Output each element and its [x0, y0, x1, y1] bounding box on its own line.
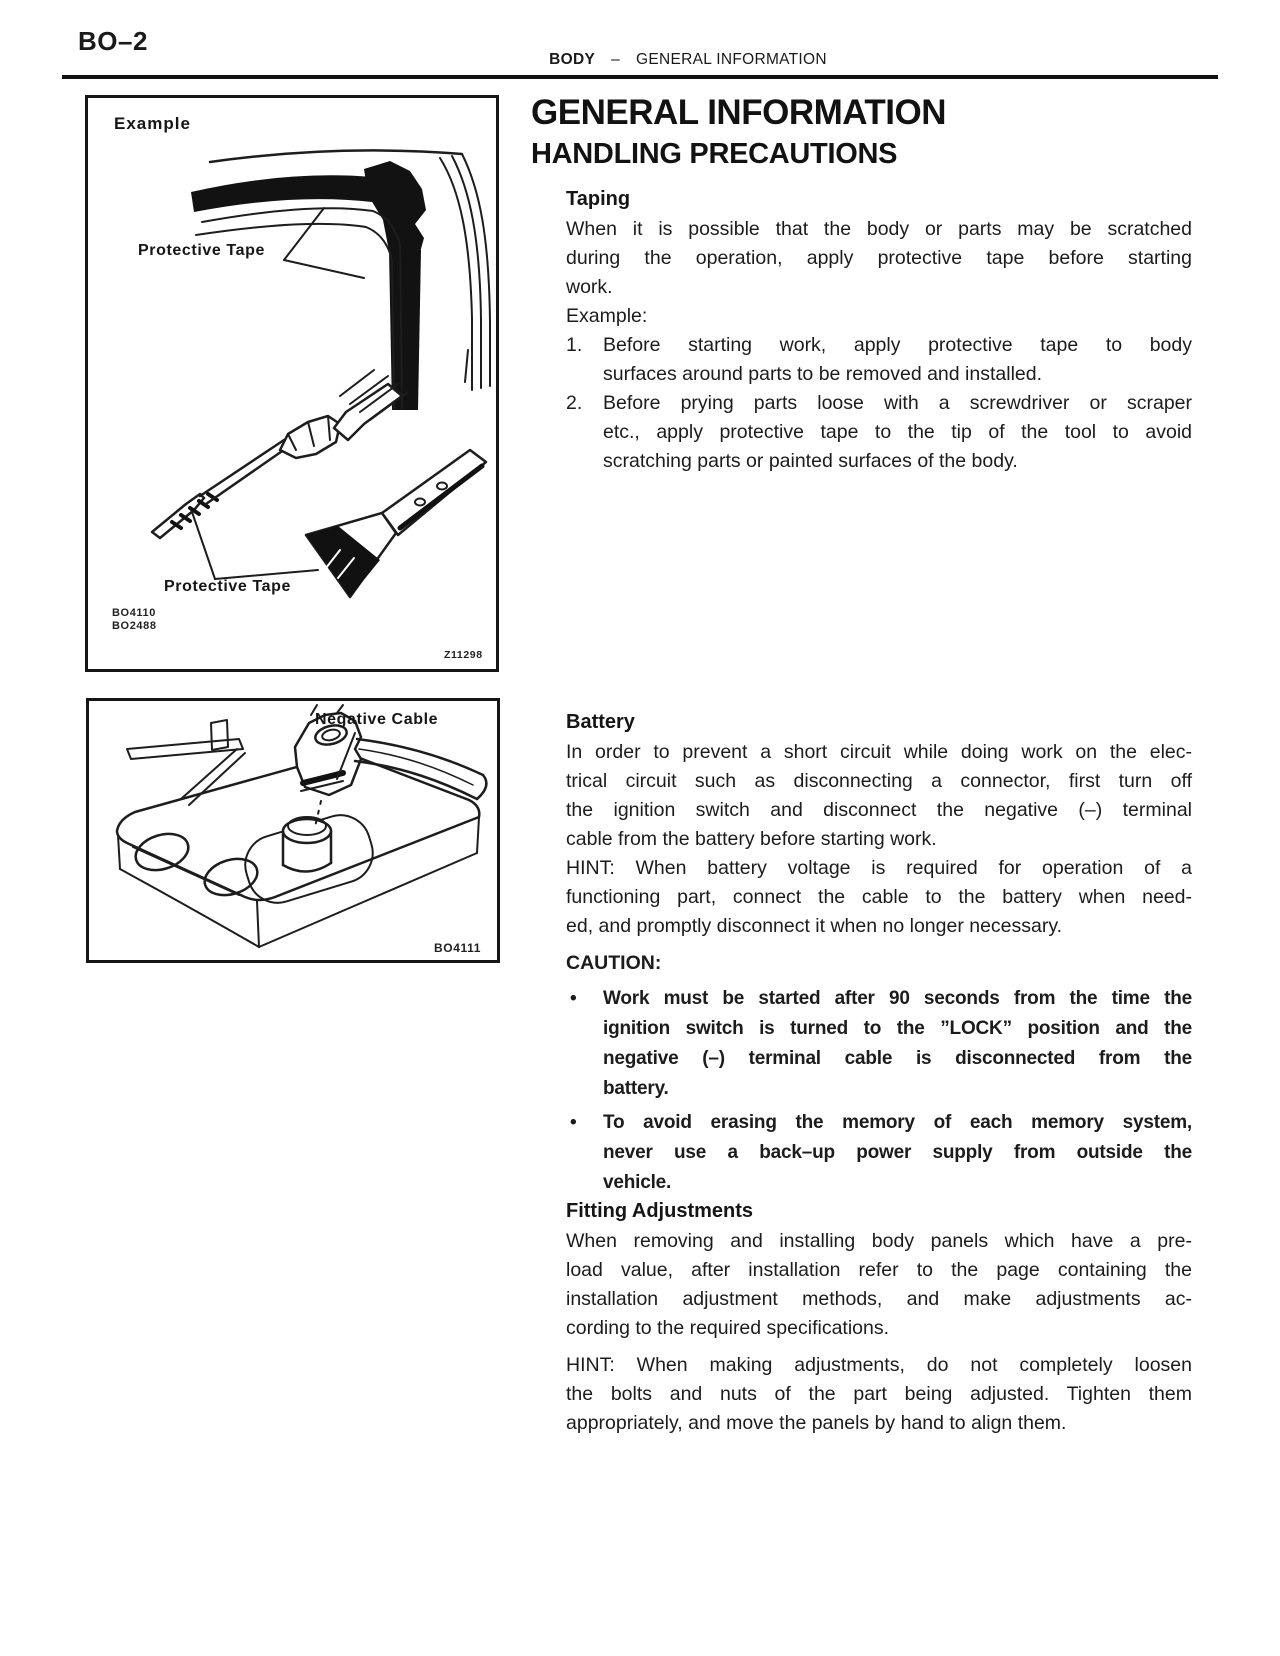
- taping-illustration: [88, 98, 496, 669]
- leader-line: [192, 512, 215, 579]
- figure-battery: [86, 698, 500, 963]
- screwdriver-shaft: [206, 447, 288, 504]
- figure-example-label: Example: [114, 114, 191, 133]
- body-line: battery.: [603, 1078, 669, 1099]
- list-number: 2.: [566, 392, 583, 414]
- body-line: installation adjustment methods, and make adjustments ac-: [566, 1288, 1192, 1310]
- tape-horizontal: [191, 175, 372, 212]
- running-header-section: BODY: [549, 51, 596, 68]
- body-line: HINT: When battery voltage is required for operation of a: [566, 857, 1192, 879]
- body-line: HINT: When making adjustments, do not completely loosen: [566, 1354, 1192, 1376]
- leader-line: [284, 260, 364, 278]
- caution-item: [566, 1108, 1192, 1198]
- body-line: ed, and promptly disconnect it when no longer necessary.: [566, 915, 1063, 937]
- battery-illustration: [89, 701, 497, 960]
- cable: [357, 739, 483, 775]
- body-line: during the operation, apply protective tape before starting: [566, 247, 1192, 269]
- body-line: When it is possible that the body or parts may be scratched: [566, 218, 1192, 240]
- terminal-post-base: [283, 863, 331, 872]
- list-item: [566, 389, 1192, 476]
- running-header-dash: –: [611, 51, 621, 68]
- body-line: trical circuit such as disconnecting a connector, first turn off: [566, 770, 1192, 792]
- body-line: Example:: [566, 305, 648, 327]
- body-line: When removing and installing body panels which have a pre-: [566, 1230, 1192, 1252]
- rear-post: [211, 720, 228, 750]
- battery-heading: Battery: [566, 711, 635, 733]
- figure-code: BO4110: [112, 607, 156, 619]
- taping-paragraph: [566, 215, 1192, 476]
- body-line: functioning part, connect the cable to the battery when need-: [566, 886, 1192, 908]
- text-column: [531, 92, 1192, 1438]
- fitting-adjustments-heading: Fitting Adjustments: [566, 1200, 754, 1222]
- bracket: [189, 753, 245, 805]
- screwdriver-tip: [152, 494, 204, 538]
- leader-line: [284, 208, 324, 260]
- body-line: load value, after installation refer to the page containing the: [566, 1259, 1192, 1281]
- caution-item: [566, 984, 1192, 1104]
- header-rule: [62, 75, 1218, 79]
- screwdriver-shaft: [200, 440, 284, 496]
- body-line: the ignition switch and disconnect the negative (–) terminal: [566, 799, 1192, 821]
- cell-cap: [200, 853, 262, 901]
- figure-taping: [85, 95, 499, 672]
- protective-tape-label-bottom: Protective Tape: [164, 578, 291, 595]
- battery-front: [118, 835, 120, 869]
- figure-corner-code: Z11298: [444, 649, 483, 661]
- bullet-marker: •: [570, 988, 577, 1009]
- body-line: In order to prevent a short circuit while doing work on the elec-: [566, 741, 1192, 763]
- body-line: negative (–) terminal cable is disconnected from the: [603, 1048, 1192, 1069]
- battery-front: [477, 817, 479, 853]
- running-header-chapter: GENERAL INFORMATION: [636, 51, 827, 68]
- fitting-paragraph: [566, 1227, 1192, 1343]
- bullet-marker: •: [570, 1112, 577, 1133]
- running-header: [0, 51, 1280, 69]
- body-line: Before prying parts loose with a screwdriver or scraper: [603, 392, 1192, 414]
- body-line: ignition switch is turned to the ”LOCK” position and the: [603, 1018, 1192, 1039]
- body-line: work.: [566, 276, 613, 298]
- body-line: vehicle.: [603, 1172, 672, 1193]
- roof-line: [210, 150, 462, 162]
- fitting-hint-paragraph: [566, 1351, 1192, 1438]
- tape-corner: [364, 161, 426, 256]
- body-line: Before starting work, apply protective tape to body: [603, 334, 1192, 356]
- bracket: [127, 739, 243, 759]
- taping-heading: Taping: [566, 188, 631, 210]
- body-line: Work must be started after 90 seconds from the time the: [603, 988, 1192, 1009]
- body-line: never use a back–up power supply from outside the: [603, 1142, 1192, 1163]
- body-line: cording to the required specifications.: [566, 1317, 890, 1339]
- body-line: etc., apply protective tape to the tip of the tool to avoid: [603, 421, 1192, 443]
- scraper-handle: [382, 450, 486, 535]
- battery-front: [120, 869, 259, 947]
- body-line: scratching parts or painted surfaces of the body.: [603, 450, 1018, 472]
- battery-front: [257, 901, 259, 947]
- section-title: HANDLING PRECAUTIONS: [531, 138, 898, 170]
- body-line: appropriately, and move the panels by hand to align them.: [566, 1412, 1067, 1434]
- body-line: surfaces around parts to be removed and installed.: [603, 363, 1043, 385]
- negative-cable-label: Negative Cable: [315, 711, 439, 728]
- caution-heading: CAUTION:: [566, 952, 662, 974]
- cable: [477, 775, 486, 799]
- body-line: To avoid erasing the memory of each memory system,: [603, 1112, 1192, 1133]
- battery-paragraph: [566, 738, 1192, 1198]
- list-item: [566, 331, 1192, 389]
- body-line: cable from the battery before starting work.: [566, 828, 937, 850]
- figure-code: BO4111: [434, 941, 481, 955]
- page-number: BO–2: [78, 26, 148, 56]
- pillar-tick: [465, 350, 468, 382]
- body-line: the bolts and nuts of the part being adjusted. Tighten them: [566, 1383, 1192, 1405]
- protective-tape-label-top: Protective Tape: [138, 242, 265, 259]
- page-title: GENERAL INFORMATION: [531, 93, 947, 132]
- list-number: 1.: [566, 334, 583, 356]
- figure-code: BO2488: [112, 620, 157, 632]
